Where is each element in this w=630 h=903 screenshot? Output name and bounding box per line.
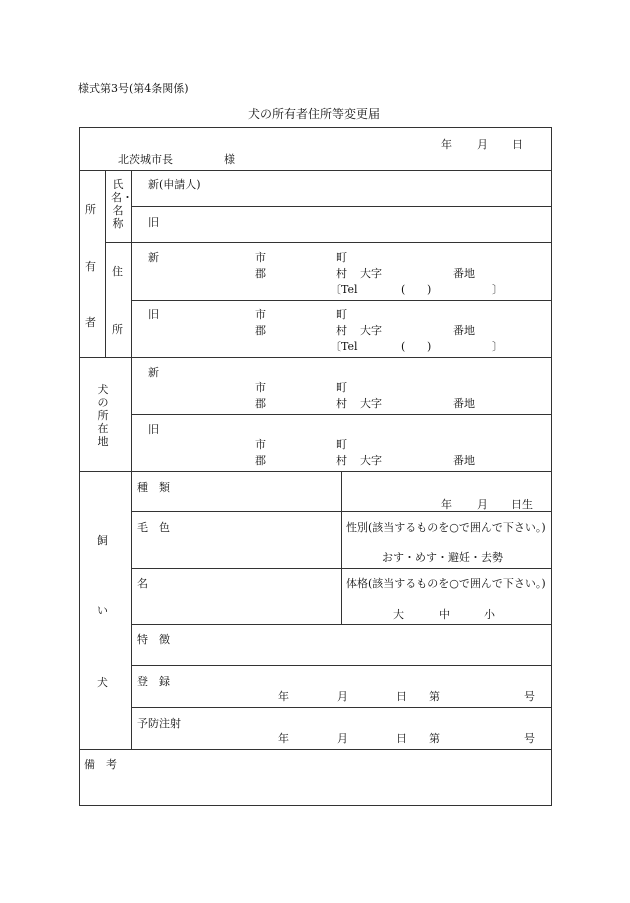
tel-close: 〕: [492, 340, 503, 353]
vac-gou: 号: [524, 732, 535, 745]
address-gun: 郡: [255, 454, 266, 467]
address-banchi: 番地: [453, 397, 475, 410]
name-old: 旧: [148, 216, 159, 229]
address-oaza: 大字: [360, 454, 382, 467]
vac-dai: 第: [429, 732, 440, 745]
address-machi: 町: [336, 381, 347, 394]
dog-name-label: 名: [137, 577, 148, 590]
vac-month: 月: [337, 732, 348, 745]
date-month: 月: [477, 138, 488, 151]
address-shi: 市: [255, 381, 266, 394]
address-old-label: 旧: [148, 308, 159, 321]
reg-dai: 第: [429, 690, 440, 703]
reg-month: 月: [337, 690, 348, 703]
tel-paren-close: ): [427, 340, 432, 353]
birth-month: 月: [477, 498, 488, 511]
addressee: 北茨城市長: [118, 153, 173, 166]
dog-features-label: 特 徴: [137, 633, 170, 646]
remarks-label: 備 考: [84, 758, 117, 771]
size-label: 体格(該当するものを○で囲んで下さい。): [346, 577, 546, 590]
size-medium: 中: [439, 608, 450, 621]
tel-open: 〔Tel: [330, 283, 358, 296]
owner-label-1: 所: [85, 203, 96, 216]
vline-main: [131, 170, 132, 749]
line-features-bottom: [131, 665, 552, 666]
address-label-1: 住: [112, 265, 123, 278]
address-mura: 村: [336, 267, 347, 280]
sex-options: おす・めす・避妊・去勢: [382, 551, 503, 564]
date-year: 年: [441, 138, 452, 151]
address-banchi: 番地: [453, 454, 475, 467]
form-number: 様式第3号(第4条関係): [78, 82, 189, 95]
size-small: 小: [484, 608, 495, 621]
address-gun: 郡: [255, 267, 266, 280]
sex-label: 性別(該当するものを○で囲んで下さい。): [346, 521, 546, 534]
address-banchi: 番地: [453, 267, 475, 280]
form-title: 犬の所有者住所等変更届: [248, 107, 381, 121]
address-oaza: 大字: [360, 267, 382, 280]
address-shi: 市: [255, 438, 266, 451]
reg-day: 日: [396, 690, 407, 703]
address-gun: 郡: [255, 397, 266, 410]
line-owner-bottom: [79, 357, 552, 358]
birth-year: 年: [441, 498, 452, 511]
vac-year: 年: [278, 732, 289, 745]
address-mura: 村: [336, 454, 347, 467]
vaccination-label: 予防注射: [137, 717, 181, 730]
address-machi: 町: [336, 251, 347, 264]
address-shi: 市: [255, 308, 266, 321]
line-header-bottom: [79, 170, 552, 171]
tel-open: 〔Tel: [330, 340, 358, 353]
line-location-bottom: [79, 471, 552, 472]
tel-close: 〕: [492, 283, 503, 296]
address-oaza: 大字: [360, 324, 382, 337]
line-name-mid: [131, 206, 552, 207]
dog-label-3: 犬: [97, 676, 108, 689]
tel-paren-close: ): [427, 283, 432, 296]
birth-day: 日生: [511, 498, 533, 511]
dog-label-2: い: [97, 604, 108, 617]
registration-label: 登 録: [137, 675, 170, 688]
address-shi: 市: [255, 251, 266, 264]
address-machi: 町: [336, 308, 347, 321]
address-mura: 村: [336, 324, 347, 337]
dog-location-label: 犬の所在地: [97, 383, 109, 448]
vline-dog-split: [341, 471, 342, 624]
vac-day: 日: [396, 732, 407, 745]
line-registration-bottom: [131, 707, 552, 708]
date-day: 日: [512, 138, 523, 151]
tel-paren-open: (: [401, 283, 406, 296]
owner-label-3: 者: [85, 316, 96, 329]
address-machi: 町: [336, 438, 347, 451]
tel-paren-open: (: [401, 340, 406, 353]
dog-kind-label: 種 類: [137, 481, 170, 494]
line-address-mid: [131, 300, 552, 301]
dog-label-1: 飼: [97, 534, 108, 547]
address-gun: 郡: [255, 324, 266, 337]
line-location-mid: [131, 414, 552, 415]
location-old-label: 旧: [148, 423, 159, 436]
addressee-sama: 様: [224, 153, 235, 166]
address-banchi: 番地: [453, 324, 475, 337]
size-large: 大: [393, 608, 404, 621]
reg-year: 年: [278, 690, 289, 703]
address-oaza: 大字: [360, 397, 382, 410]
name-label: 氏名・名称: [111, 178, 133, 230]
reg-gou: 号: [524, 690, 535, 703]
line-dog-bottom: [79, 749, 552, 750]
owner-label-2: 有: [85, 260, 96, 273]
location-new-label: 新: [148, 366, 159, 379]
dog-coat-label: 毛 色: [137, 521, 170, 534]
line-name-bottom: [105, 242, 552, 243]
name-new: 新(申請人): [148, 178, 201, 191]
address-label-2: 所: [112, 323, 123, 336]
address-new-label: 新: [148, 251, 159, 264]
line-name-dog-bottom: [131, 624, 552, 625]
address-mura: 村: [336, 397, 347, 410]
vline-owner: [105, 170, 106, 357]
